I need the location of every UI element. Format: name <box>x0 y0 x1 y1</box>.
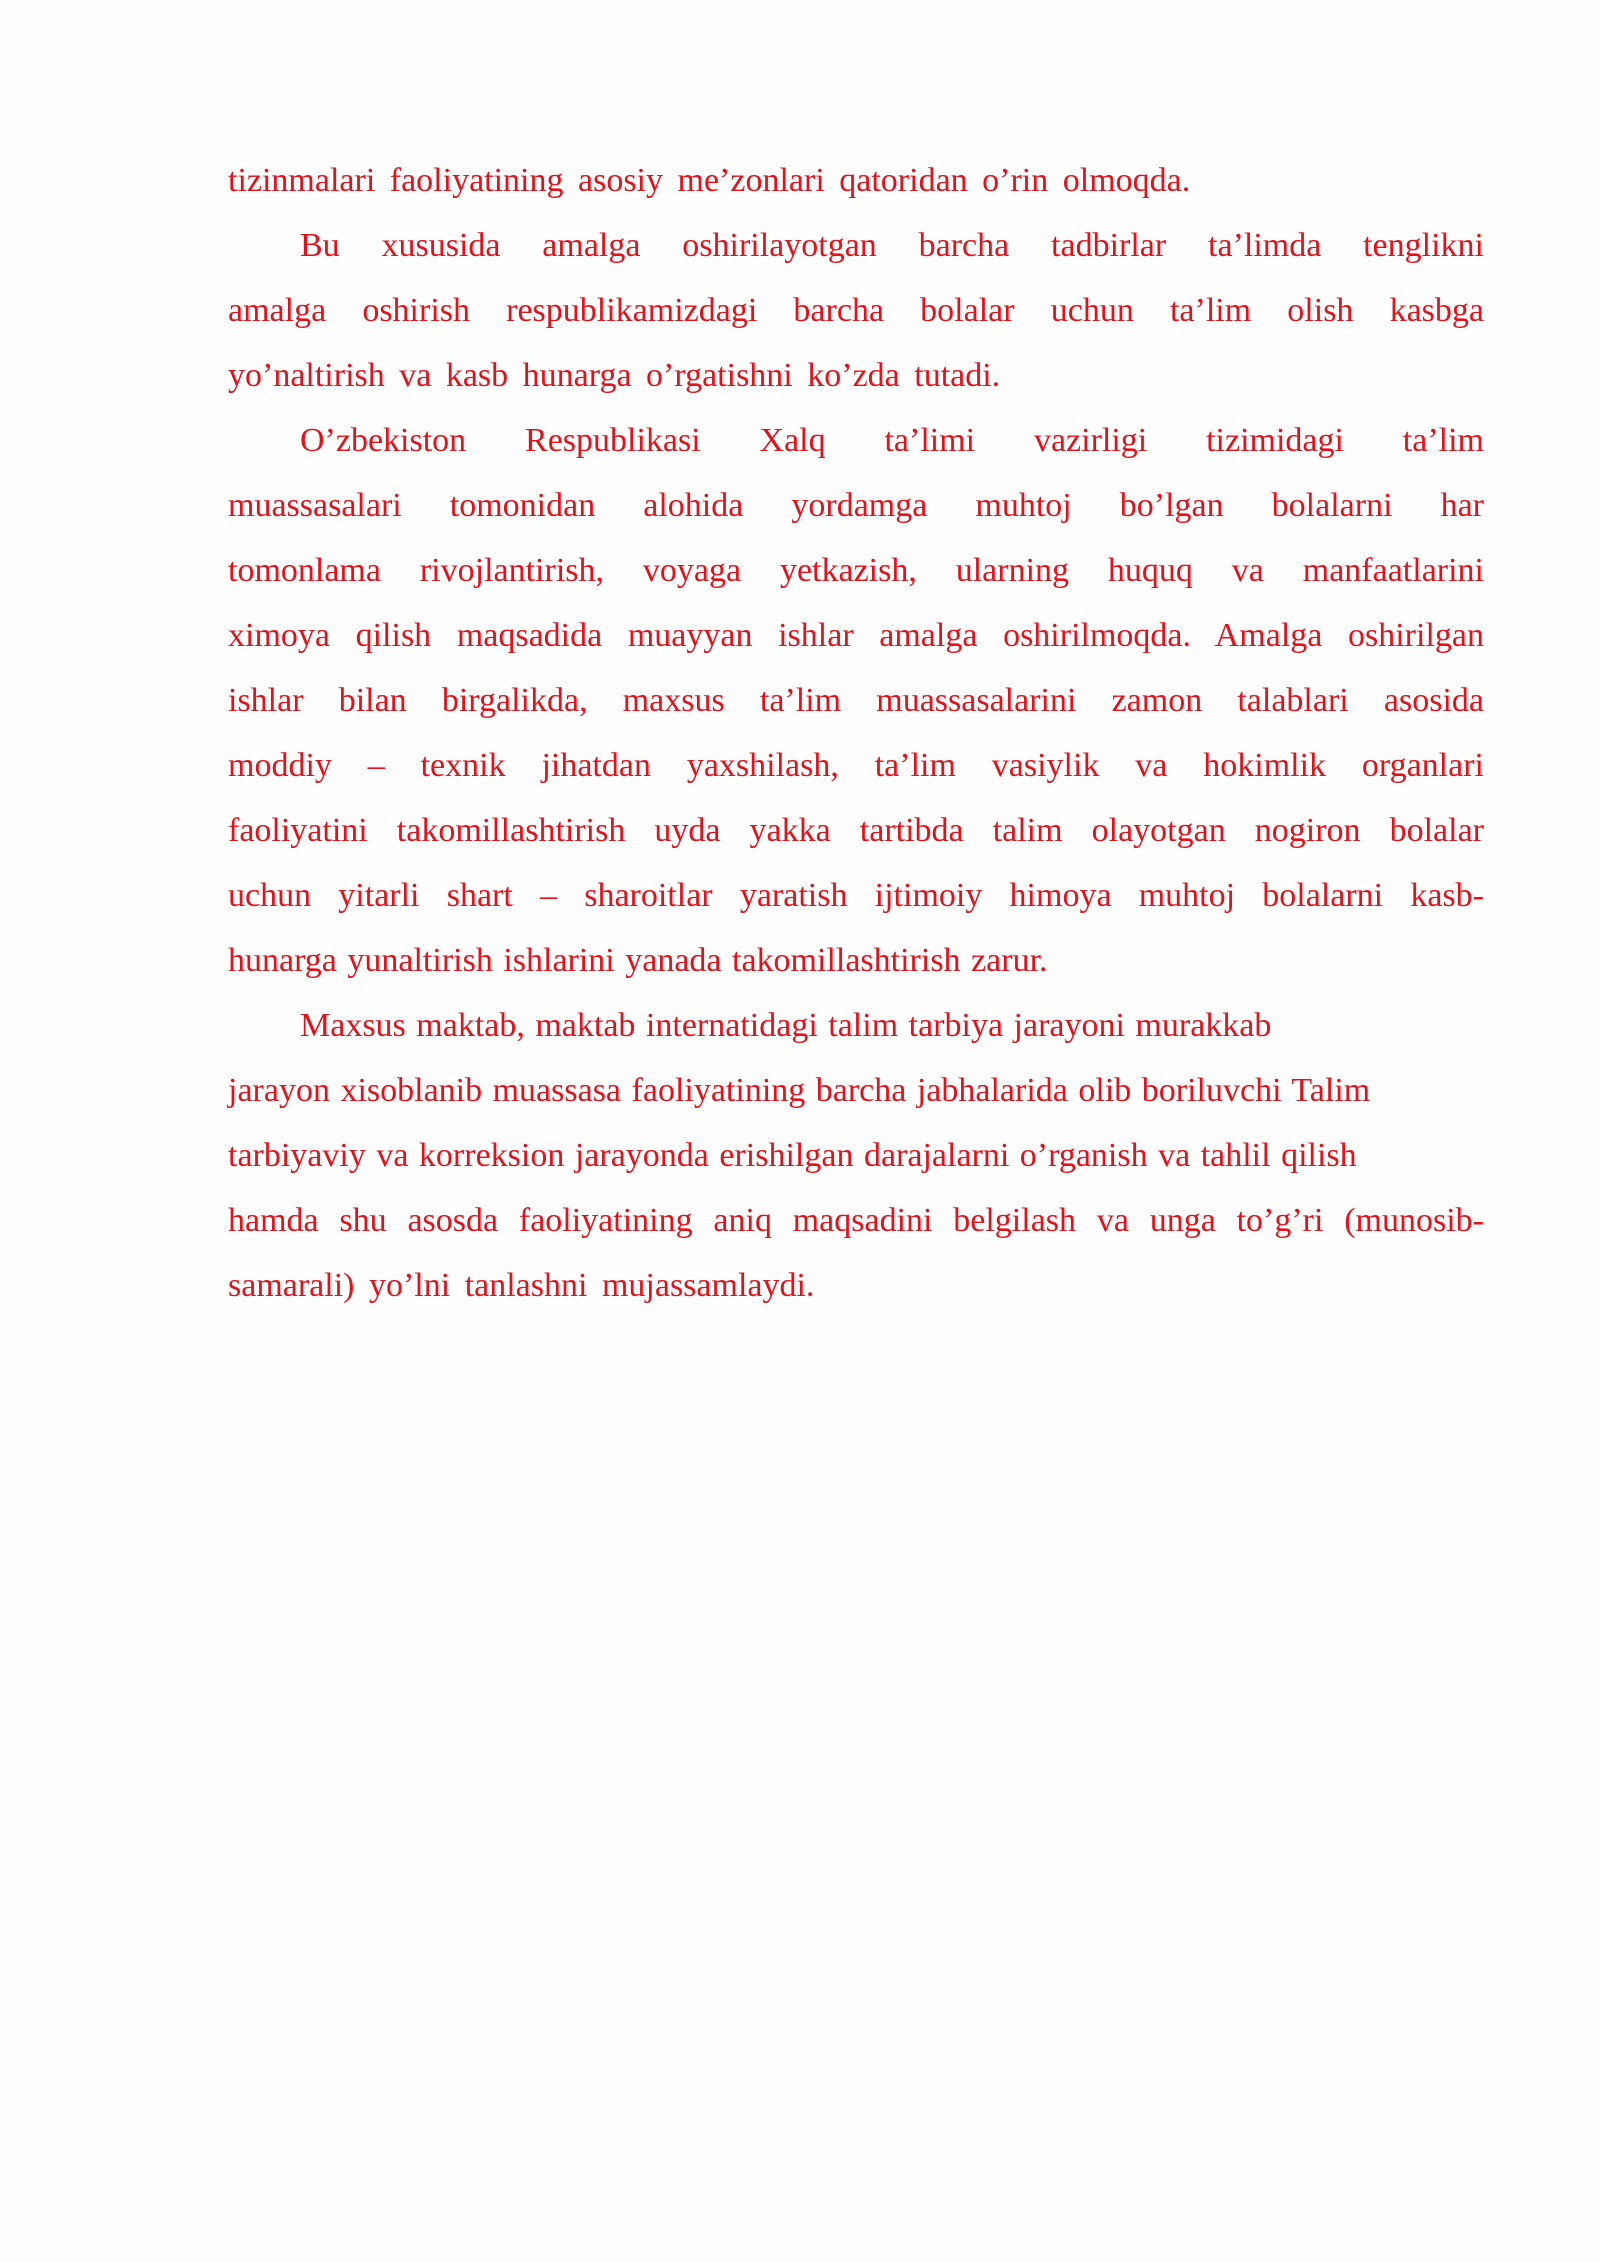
text-line: tarbiyaviy va korreksion jarayonda erishilgan darajalarni o’rganish va tahlil qilish <box>228 1137 1357 1174</box>
paragraph-2 <box>228 213 1484 408</box>
text-line: hunarga yunaltirish ishlarini yanada takomillashtirish zarur. <box>228 942 1048 979</box>
paragraph-3 <box>228 408 1484 993</box>
text-line: O’zbekiston Respublikasi Xalq ta’limi vazirligi tizimidagi ta’lim <box>300 422 1484 459</box>
text-line: muassasalari tomonidan alohida yordamga muhtoj bo’lgan bolalarni har <box>228 487 1484 524</box>
text-line: tomonlama rivojlantirish, voyaga yetkazish, ularning huquq va manfaatlarini <box>228 552 1484 589</box>
text-line: tizinmalari faoliyatining asosiy me’zonlari qatoridan o’rin olmoqda. <box>228 162 1191 199</box>
paragraph-4 <box>228 993 1484 1318</box>
text-line: Maxsus maktab, maktab internatidagi talim tarbiya jarayoni murakkab <box>300 1007 1272 1044</box>
text-line: samarali) yo’lni tanlashni mujassamlaydi. <box>228 1267 815 1304</box>
text-line: yo’naltirish va kasb hunarga o’rgatishni ko’zda tutadi. <box>228 357 1001 394</box>
text-line: hamda shu asosda faoliyatining aniq maqsadini belgilash va unga to’g’ri (munosib- <box>228 1202 1484 1239</box>
text-line: Bu xususida amalga oshirilayotgan barcha tadbirlar ta’limda tenglikni <box>300 227 1484 264</box>
text-line: uchun yitarli shart – sharoitlar yaratish ijtimoiy himoya muhtoj bolalarni kasb- <box>228 877 1484 914</box>
text-line: moddiy – texnik jihatdan yaxshilash, ta’lim vasiylik va hokimlik organlari <box>228 747 1484 784</box>
text-line: ishlar bilan birgalikda, maxsus ta’lim muassasalarini zamon talablari asosida <box>228 682 1484 719</box>
document-body <box>228 148 1484 1318</box>
text-line: amalga oshirish respublikamizdagi barcha bolalar uchun ta’lim olish kasbga <box>228 292 1484 329</box>
text-line: ximoya qilish maqsadida muayyan ishlar amalga oshirilmoqda. Amalga oshirilgan <box>228 617 1484 654</box>
paragraph-1 <box>228 148 1484 213</box>
text-line: jarayon xisoblanib muassasa faoliyatining barcha jabhalarida olib boriluvchi Talim <box>228 1072 1371 1109</box>
text-line: faoliyatini takomillashtirish uyda yakka tartibda talim olayotgan nogiron bolalar <box>228 812 1484 849</box>
